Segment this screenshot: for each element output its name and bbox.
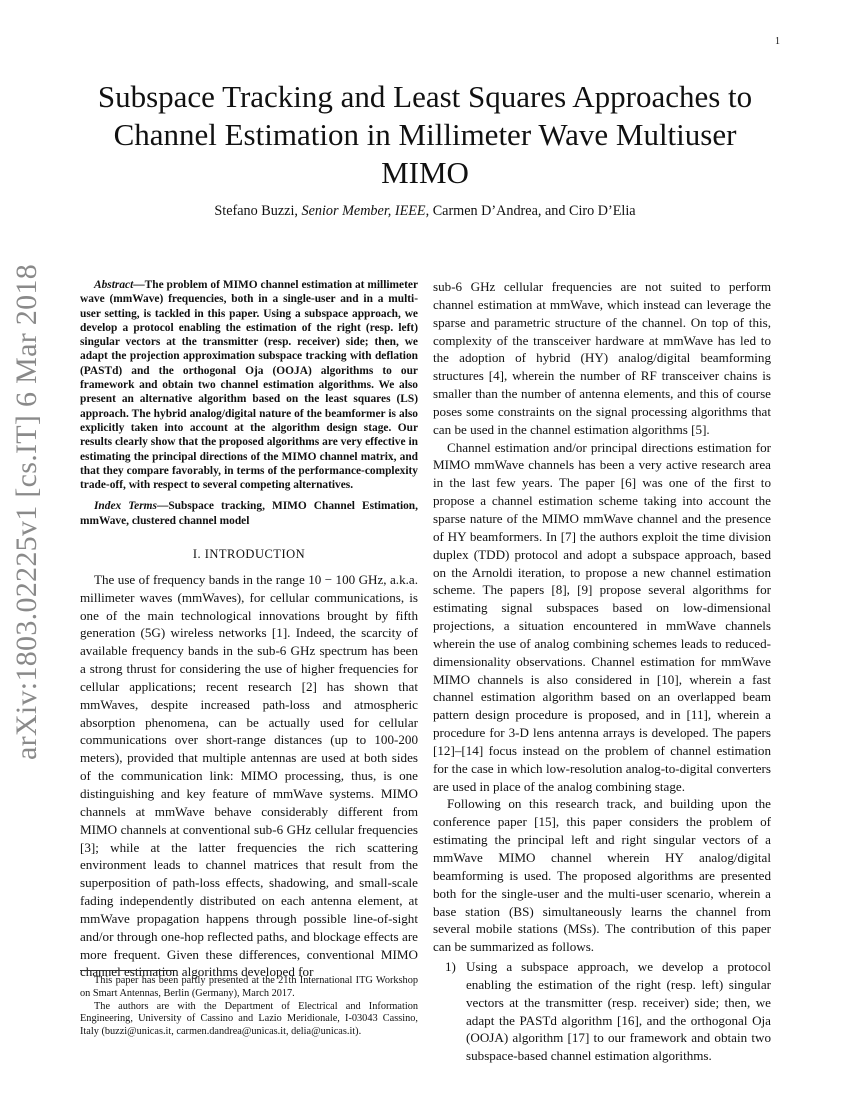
- contribution-list: [433, 958, 771, 1065]
- list-item-text: Using a subspace approach, we develop a protocol enabling the estimation of the right (resp. left) singular vectors at the transmitter (resp. receiver) side; then, we adapt the PASTd algorithm [16], and the orthogonal Oja (OOJA) algorithm [17] to our framework and obtain two subspace-based channel estimation algorithms.: [466, 959, 771, 1064]
- index-terms: [80, 499, 418, 528]
- arxiv-identifier-watermark: arXiv:1803.02225v1 [cs.IT] 6 Mar 2018: [10, 263, 43, 760]
- footnotes: [80, 975, 418, 1039]
- abstract: [80, 278, 418, 492]
- intro-paragraph-1: The use of frequency bands in the range 10 − 100 GHz, a.k.a. millimeter waves (mmWaves), for cellular communications, is one of the main technological innovations brought by fifth generation (5G) wireless networks [1]. Indeed, the scarcity of available frequency bands in the sub-6 GHz spectrum has been a strong thrust for considering the use of higher frequencies for cellular applications; recent research [2] has shown that mmWaves, despite increased path-loss and atmospheric absorption phenomena, can be actually used for cellular communications over short-range distances (up to 100-200 meters), provided that multiple antennas are used at both sides of the communication link: MIMO processing, thus, is one distinguishing and key feature of mmWave systems. MIMO channels at mmWave behave considerably different from MIMO channels at conventional sub-6 GHz cellular frequencies [3]; while at the latter frequencies the rich scattering environment leads to channel matrices that result from the superposition of path-loss effects, shadowing, and small-scale fading independently distributed on each antenna element, at mmWave propagation happens through possible line-of-sight and/or through one-hop reflected paths, and blockage effects are more frequent. Given these differences, conventional MIMO channel estimation algorithms developed for: [80, 571, 418, 980]
- footnote-conference: This paper has been partly presented at the 21th International ITG Workshop on Smart Antennas, Berlin (Germany), March 2017.: [80, 975, 418, 999]
- list-item: [433, 958, 771, 1065]
- paper-title: Subspace Tracking and Least Squares Approaches to Channel Estimation in Millimeter Wave Multiuser MIMO: [97, 79, 753, 190]
- intro-paragraph-2: Channel estimation and/or principal directions estimation for MIMO mmWave channels has been a very active research area in the last few years. The paper [6] was one of the first to propose a channel estimation scheme taking into account the sparse nature of the MIMO mmWave channel and the presence of HY beamformers. In [7] the authors exploit the time division duplex (TDD) protocol and adopt a subspace approach, based on the Arnoldi iteration, to propose a new channel estimation scheme. The papers [8], [9] propose several algorithms for estimating signal subspaces based on low-dimensional projections, a situation encountered in mmWave channels wherein the use of analog combining schemes leads to reduced-dimensionality observations. Channel estimation for mmWave MIMO channels is also considered in [10], wherein a fast channel estimation algorithm based on an overlapped beam pattern design procedure is proposed, and in [11], wherein a procedure for 3-D lens antenna arrays is developed. The papers [12]–[14] focus instead on the problem of channel estimation for the case in which low-resolution analog-to-digital converters are used in place of the analog combining stage.: [433, 439, 771, 794]
- right-column: [433, 278, 771, 1065]
- page-number: 1: [775, 36, 780, 47]
- abstract-label: Abstract: [94, 279, 134, 291]
- author-list: [75, 203, 775, 220]
- intro-paragraph-3: Following on this research track, and building upon the conference paper [15], this paper considers the problem of estimating the principal left and right singular vectors of a mmWave MIMO channel wherein HY analog/digital beamforming is used. The proposed algorithms are presented both for the single-user and the multi-user scenario, wherein a base station (BS) simultaneously learns the channel from several mobile stations (MSs). The contribution of this paper can be summarized as follows.: [433, 796, 771, 955]
- footnote-divider: [80, 970, 176, 971]
- index-terms-label: Index Terms: [94, 500, 157, 513]
- footnote-affiliation: The authors are with the Department of Electrical and Information Engineering, University of Cassino and Lazio Meridionale, I-03043 Cassino, Italy (buzzi@unicas.it, carmen.dandrea@unicas.it, delia@unicas.it).: [80, 1000, 418, 1038]
- intro-paragraph-continued: sub-6 GHz cellular frequencies are not suited to perform channel estimation at mmWave, which instead can leverage the sparse and parametric structure of the channel. On top of this, complexity of the transceiver hardware at mmWave has led to the adoption of hybrid (HY) analog/digital beamforming structures [4], wherein the number of RF transceiver chains is smaller than the number of antenna elements, and this of course poses some constraints on the signal processing algorithms that can be used in the channel estimation algorithms [5].: [433, 279, 771, 437]
- author-primary: Stefano Buzzi,: [214, 203, 302, 219]
- section-heading-introduction: I. INTRODUCTION: [192, 547, 306, 562]
- abstract-text: —The problem of MIMO channel estimation at millimeter wave (mmWave) frequencies, both in a single-user and in a multi-user setting, is tackled in this paper. Using a subspace approach, we develop a protocol enabling the estimation of the right (resp. left) singular vectors at the transmitter (resp. receiver) side; then, we adapt the projection approximation subspace tracking with deflation (PASTd) and the orthogonal Oja (OOJA) algorithms to our framework and obtain two channel estimation algorithms. We also present an alternative algorithm based on the least squares (LS) approach. The hybrid analog/digital nature of the beamformer is also explicitly taken into account at the algorithm design stage. Our results clearly show that the proposed algorithms are very effective in estimating the principal directions of the MIMO channel matrix, and that they compare favorably, in terms of the performance-complexity trade-off, with respect to several competing alternatives.: [80, 279, 418, 492]
- list-item-number: 1): [445, 959, 456, 975]
- author-role: Senior Member, IEEE: [301, 203, 426, 219]
- left-column: [80, 278, 418, 981]
- author-others: , Carmen D’Andrea, and Ciro D’Elia: [425, 203, 636, 219]
- index-terms-text: —Subspace tracking, MIMO Channel Estimation, mmWave, clustered channel model: [80, 500, 418, 527]
